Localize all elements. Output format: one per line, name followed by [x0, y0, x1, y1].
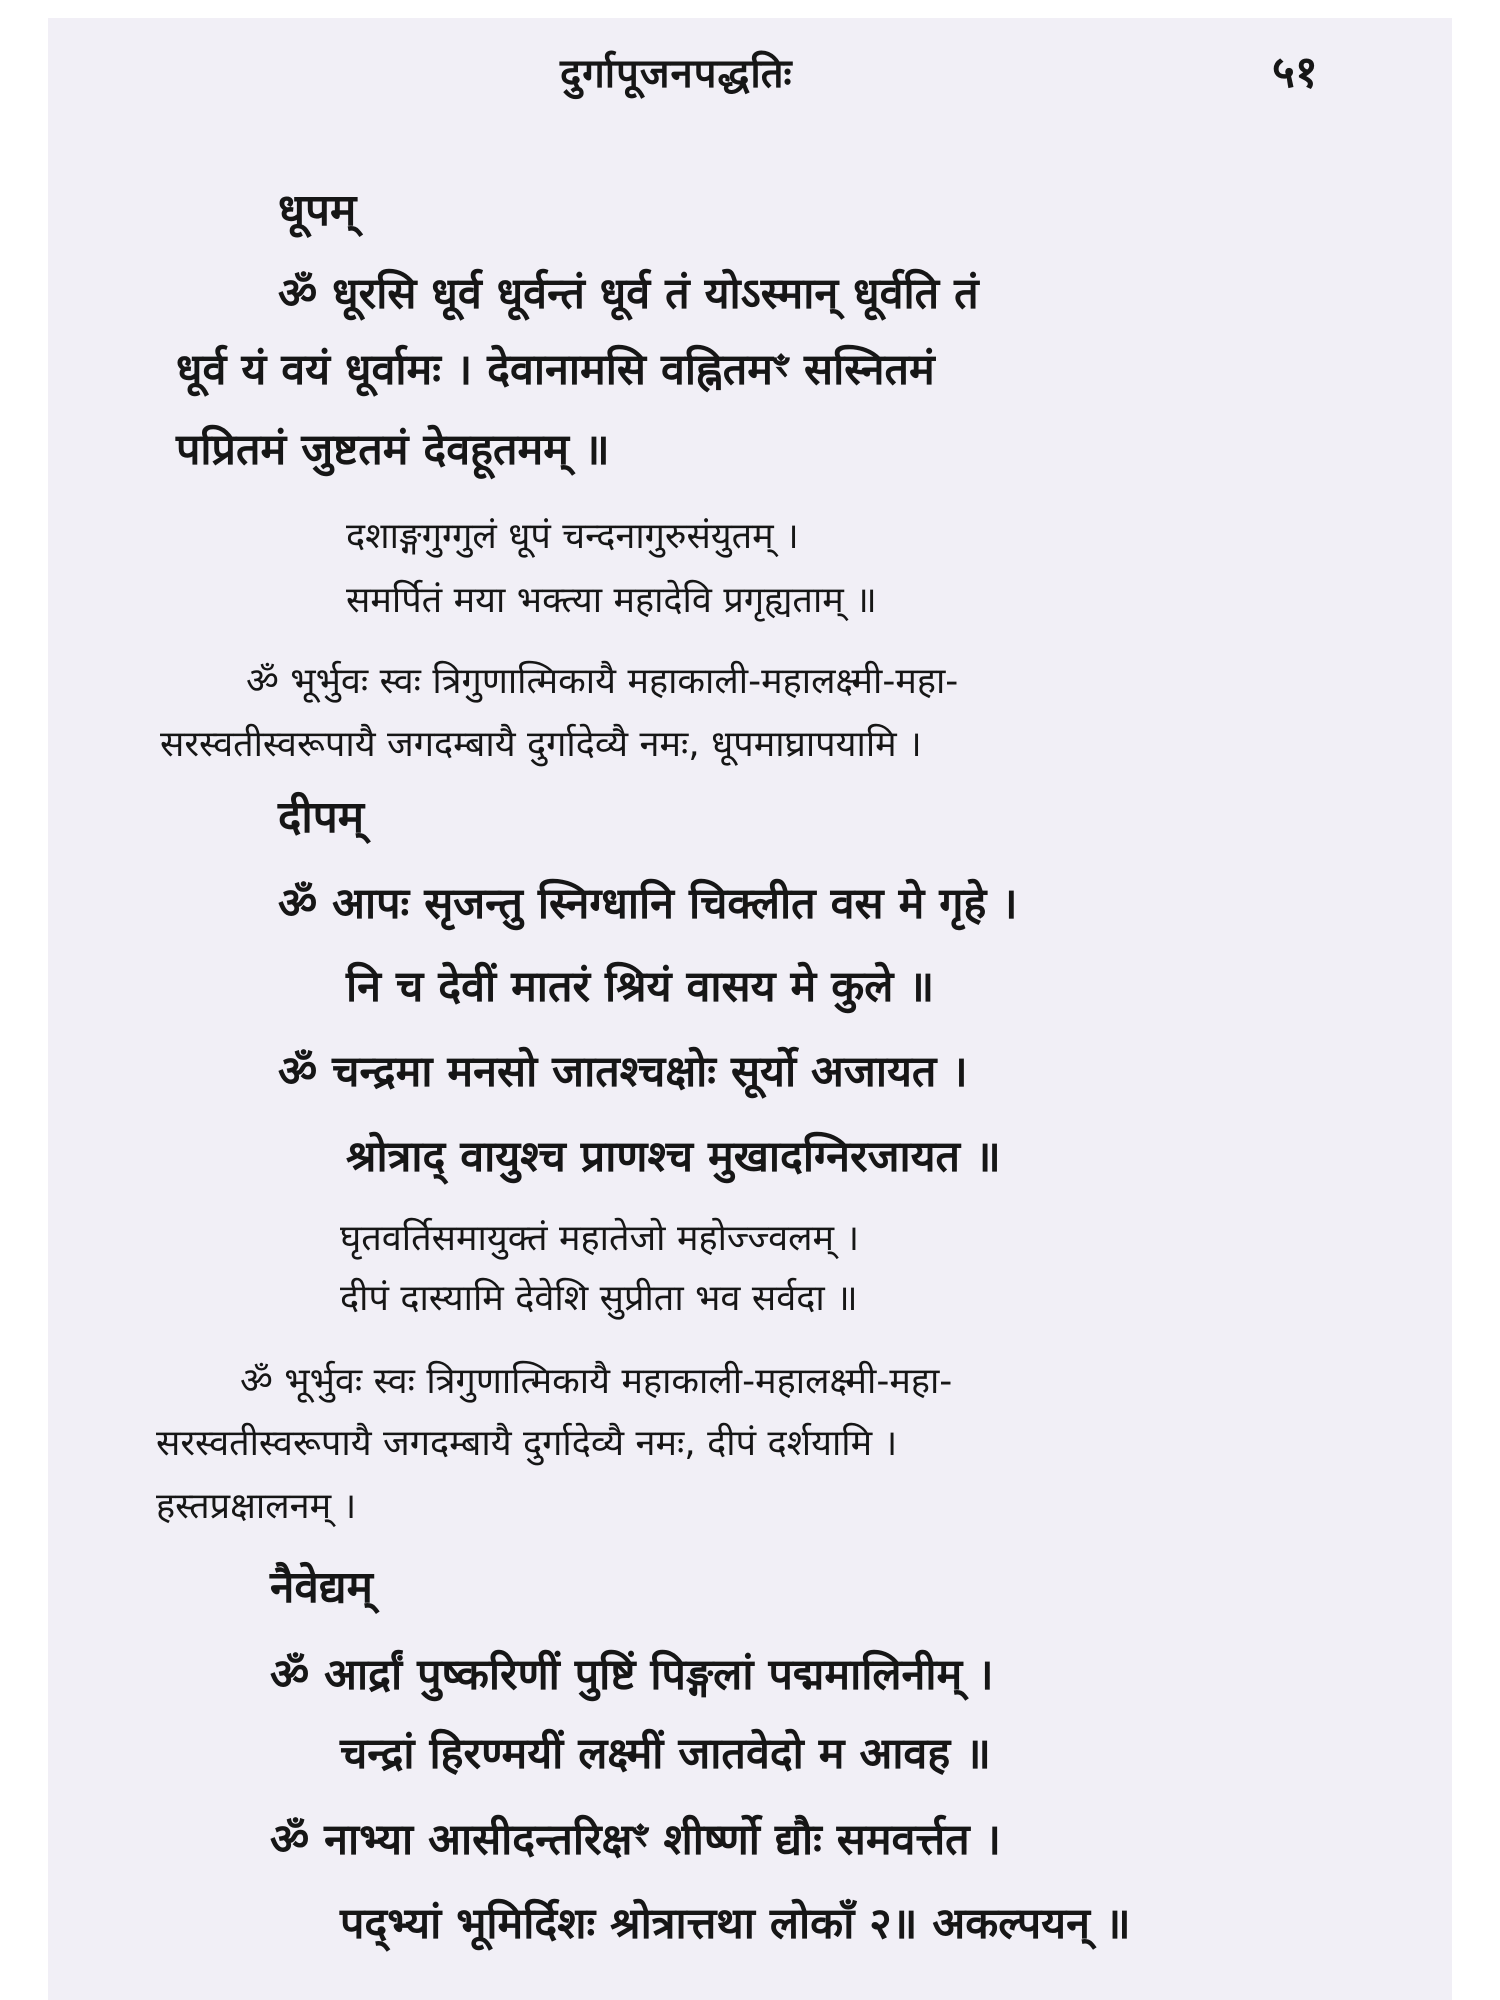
offering-line: सरस्वतीस्वरूपायै जगदम्बायै दुर्गादेव्यै नमः, दीपं दर्शयामि ।	[156, 1423, 898, 1464]
offering-line: ॐ भूर्भुवः स्वः त्रिगुणात्मिकायै महाकाली-महालक्ष्मी-महा-	[246, 661, 959, 702]
mantra-line: पद्भ्यां भूमिर्दिशः श्रोत्रात्तथा लोकाँ २॥ अकल्पयन् ॥	[340, 1899, 1131, 1949]
mantra-line: ॐ चन्द्रमा मनसो जातश्चक्षोः सूर्यो अजायत ।	[278, 1047, 968, 1097]
mantra-line: ॐ आपः सृजन्तु स्निग्धानि चिक्लीत वस मे गृहे ।	[278, 879, 1018, 929]
page-number: ५१	[1272, 47, 1318, 98]
section-heading-naivedyam: नैवेद्यम्	[270, 1562, 373, 1613]
offering-line: हस्तप्रक्षालनम् ।	[156, 1486, 357, 1527]
mantra-line: धूर्व यं वयं धूर्वामः । देवानामसि वह्नितमꣳ सस्नितमं	[176, 345, 935, 395]
mantra-line: चन्द्रां हिरण्मयीं लक्ष्मीं जातवेदो म आवह ॥	[340, 1729, 991, 1779]
offering-line: सरस्वतीस्वरूपायै जगदम्बायै दुर्गादेव्यै नमः, धूपमाघ्रापयामि ।	[160, 724, 922, 765]
section-heading-deepam: दीपम्	[278, 792, 365, 843]
verse-line: दीपं दास्यामि देवेशि सुप्रीता भव सर्वदा ॥	[340, 1278, 858, 1319]
mantra-line: ॐ नाभ्या आसीदन्तरिक्षꣳ शीर्ष्णो द्यौः समवर्त्तत ।	[270, 1815, 1001, 1865]
running-header-title: दुर्गापूजनपद्धतिः	[560, 51, 793, 97]
mantra-line: पप्रितमं जुष्टतमं देवहूतमम् ॥	[176, 425, 610, 475]
verse-line: दशाङ्गगुग्गुलं धूपं चन्दनागुरुसंयुतम् ।	[346, 516, 799, 557]
verse-line: घृतवर्तिसमायुक्तं महातेजो महोज्ज्वलम् ।	[340, 1218, 860, 1259]
mantra-line: ॐ धूरसि धूर्व धूर्वन्तं धूर्व तं योऽस्मान् धूर्वति तं	[278, 269, 979, 319]
verse-line: समर्पितं मया भक्त्या महादेवि प्रगृह्यताम् ॥	[346, 580, 877, 621]
offering-line: ॐ भूर्भुवः स्वः त्रिगुणात्मिकायै महाकाली-महालक्ष्मी-महा-	[240, 1361, 953, 1402]
mantra-line: श्रोत्राद् वायुश्च प्राणश्च मुखादग्निरजायत ॥	[346, 1132, 1001, 1182]
mantra-line: ॐ आर्द्रां पुष्करिणीं पुष्टिं पिङ्गलां पद्ममालिनीम् ।	[270, 1650, 994, 1700]
section-heading-dhupam: धूपम्	[278, 185, 357, 236]
mantra-line: नि च देवीं मातरं श्रियं वासय मे कुले ॥	[346, 962, 935, 1012]
